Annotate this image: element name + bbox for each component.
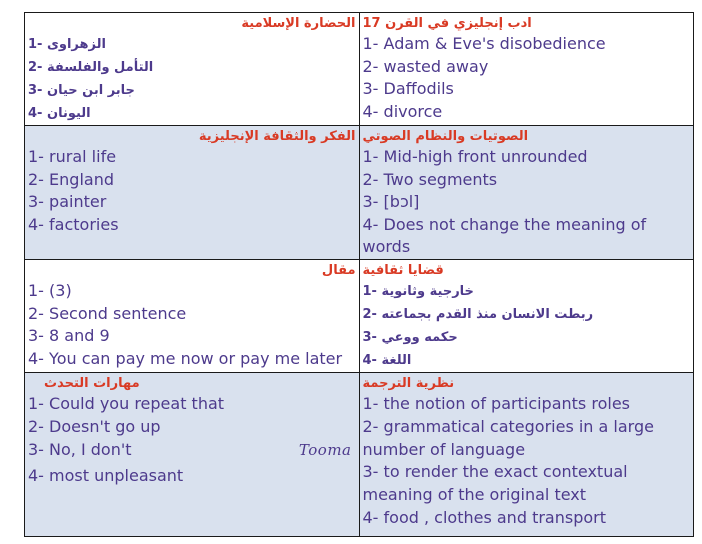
answer-item: 4- factories xyxy=(28,214,119,234)
answer-item: خارجية وثانوية -1 xyxy=(362,284,474,299)
answer-item-with-signature xyxy=(28,439,356,462)
cell-english-literature-17th xyxy=(359,13,694,126)
answer-item: 4- most unpleasant xyxy=(28,466,184,486)
answer-list xyxy=(28,33,356,125)
answer-item: 4- food , clothes and transport xyxy=(362,507,606,527)
table-row xyxy=(25,13,694,126)
answer-item: 3- Daffodils xyxy=(362,79,454,98)
table-row xyxy=(25,373,694,537)
answer-item: 4- divorce xyxy=(362,101,443,121)
cell-essay xyxy=(25,260,360,373)
table-row xyxy=(25,260,694,373)
answer-item: 1- rural life xyxy=(28,147,117,166)
answer-item: 2- grammatical categories in a large number of language xyxy=(362,416,654,459)
answer-item: 1- Could you repeat that xyxy=(28,394,225,413)
cell-english-thought-culture xyxy=(25,126,360,260)
answer-item: حكمه ووعي -3 xyxy=(362,330,458,345)
answer-item: 2- Doesn't go up xyxy=(28,416,161,436)
cell-header: ادب إنجليزي في القرن 17 xyxy=(362,16,532,31)
cell-header: الفكر والثقافة الإنجليزية xyxy=(198,129,356,144)
answer-item: 4- Does not change the meaning of words xyxy=(362,214,647,256)
cell-header: نظرية الترجمة xyxy=(362,376,455,391)
author-signature: Tooma xyxy=(298,440,352,459)
answer-item: 2- Two segments xyxy=(362,169,498,189)
answer-item: 2- Second sentence xyxy=(28,303,187,323)
answer-item: 3- painter xyxy=(28,192,107,211)
cell-header: قضايا ثقافية xyxy=(362,263,444,278)
cell-phonetics-phonology xyxy=(359,126,694,260)
answer-item: 2- England xyxy=(28,169,114,189)
answer-list xyxy=(363,146,691,259)
answer-item: اللغة -4 xyxy=(362,353,412,368)
answer-list xyxy=(28,393,356,488)
cell-translation-theory xyxy=(359,373,694,537)
table-row xyxy=(25,126,694,260)
answer-item: 1- (3) xyxy=(28,281,72,300)
answer-list xyxy=(363,280,691,372)
cell-header: مقال xyxy=(321,263,356,278)
answer-item: 1- the notion of participants roles xyxy=(362,394,630,413)
answer-item: التأمل والفلسفة -2 xyxy=(28,60,154,75)
cell-islamic-civilization xyxy=(25,13,360,126)
answer-item: 1- Mid-high front unrounded xyxy=(362,147,588,166)
cell-header: الحضارة الإسلامية xyxy=(241,16,356,31)
answer-item: 3- [bɔl] xyxy=(362,192,420,211)
answer-item: 1- Adam & Eve's disobedience xyxy=(362,34,606,53)
cell-header: الصوتيات والنظام الصوتي xyxy=(362,129,529,144)
answer-item: ربطت الانسان منذ القدم بجماعته -2 xyxy=(362,307,594,322)
cell-header: مهارات التحدث xyxy=(44,376,140,391)
cell-speaking-skills xyxy=(25,373,360,537)
answer-item: 3- 8 and 9 xyxy=(28,326,110,345)
answer-item: 4- You can pay me now or pay me later xyxy=(28,348,343,368)
answer-list xyxy=(28,280,356,370)
answer-list xyxy=(363,33,691,123)
answer-item: 2- wasted away xyxy=(362,56,489,76)
answer-item: 3- to render the exact contextual meaning of the original text xyxy=(362,462,628,505)
answer-item: اليونان -4 xyxy=(28,106,91,121)
answer-list xyxy=(363,393,691,530)
cell-cultural-issues xyxy=(359,260,694,373)
answer-item: جابر ابن حيان -3 xyxy=(28,83,135,98)
answer-item: الزهراوى -1 xyxy=(28,37,106,52)
answer-list xyxy=(28,146,356,236)
answer-key-table xyxy=(24,12,694,537)
answer-text: 3- No, I don't xyxy=(28,439,132,459)
